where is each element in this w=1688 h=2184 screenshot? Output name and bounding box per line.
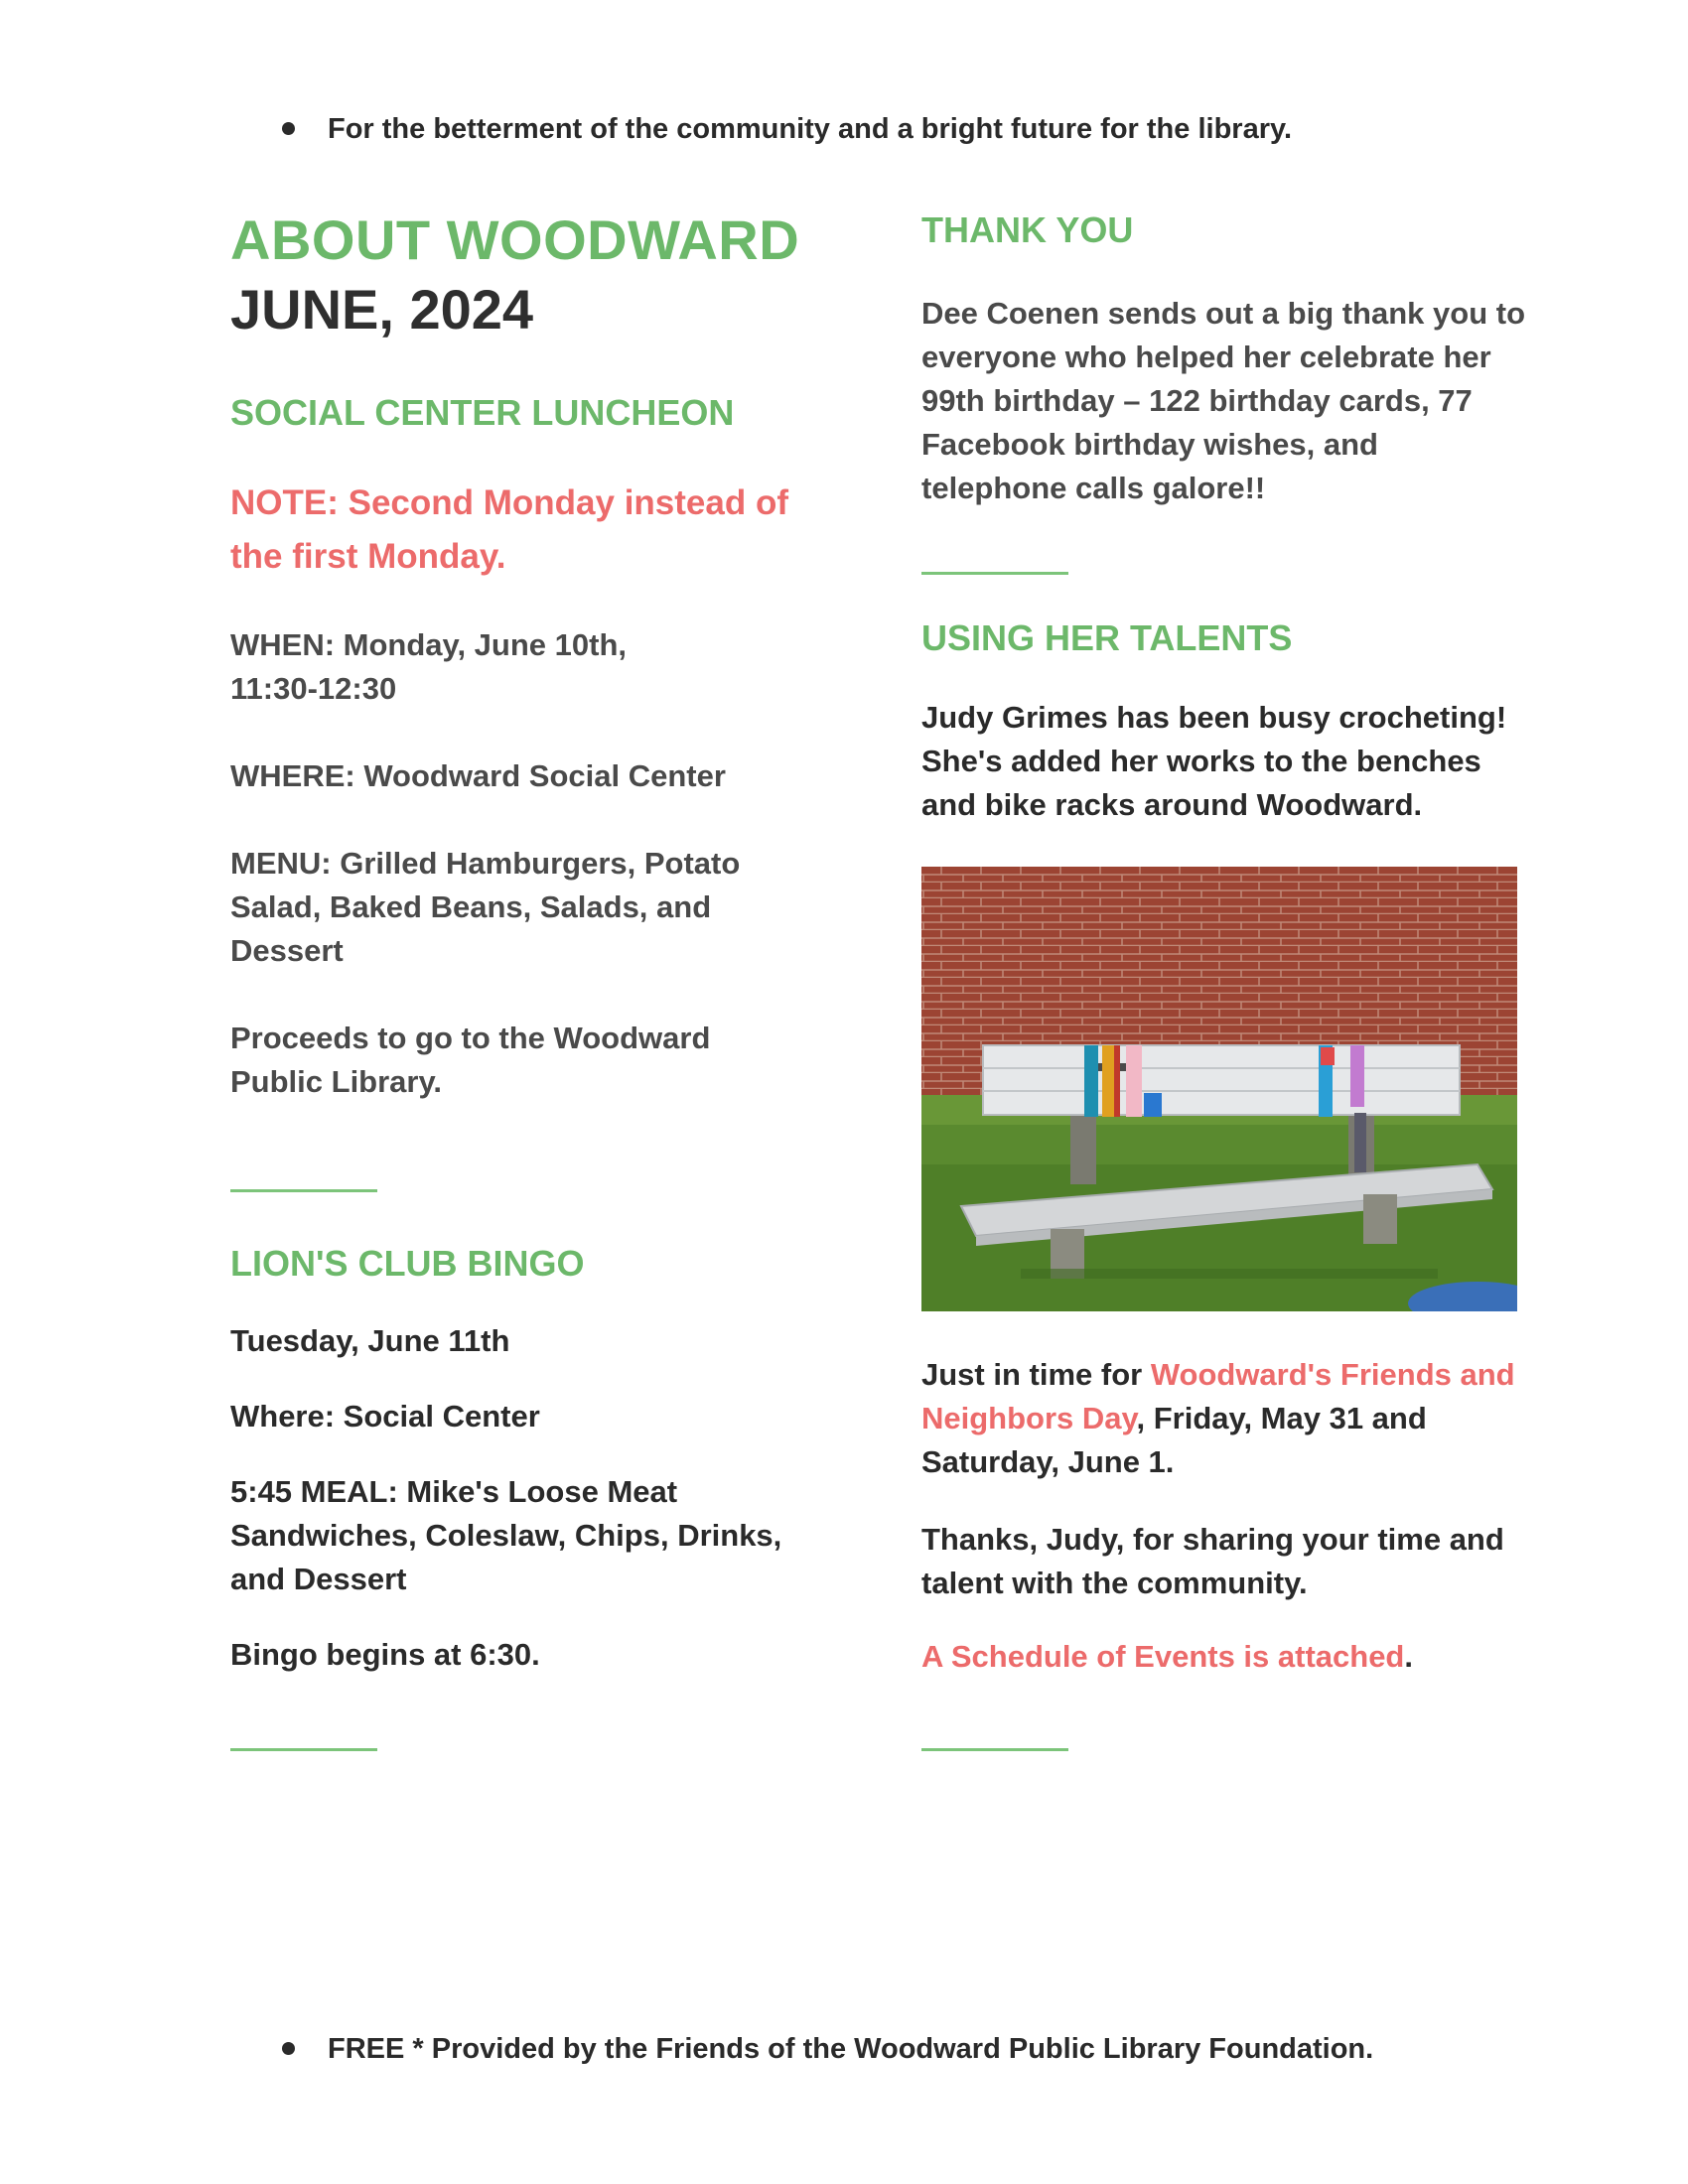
bullet-dot-icon — [282, 2042, 295, 2055]
talents-heading: USING HER TALENTS — [921, 617, 1293, 658]
luncheon-heading: SOCIAL CENTER LUNCHEON — [230, 392, 735, 433]
bottom-bullet-text: FREE * Provided by the Friends of the Woodward Public Library Foundation. — [328, 2033, 1374, 2065]
bingo-date: Tuesday, June 11th — [230, 1323, 510, 1358]
schedule-period: . — [1404, 1639, 1413, 1674]
right-column — [921, 208, 1527, 1751]
section-divider — [921, 572, 1068, 575]
crochet-bench-photo — [921, 867, 1517, 1311]
bingo-meal: 5:45 MEAL: Mike's Loose Meat Sandwiches, Coleslaw, Chips, Drinks, and Dessert — [230, 1474, 782, 1596]
thank-you-heading: THANK YOU — [921, 209, 1134, 250]
schedule-line — [921, 1635, 1527, 1679]
bingo-heading: LION'S CLUB BINGO — [230, 1243, 585, 1284]
friends-neighbors-day-link[interactable]: Woodward's Friends and Neighbors Day — [921, 1357, 1515, 1435]
luncheon-where: WHERE: Woodward Social Center — [230, 758, 726, 793]
section-divider — [230, 1189, 377, 1192]
luncheon-note: NOTE: Second Monday instead of the first Monday. — [230, 483, 788, 576]
thanks-judy: Thanks, Judy, for sharing your time and talent with the community. — [921, 1522, 1504, 1600]
event-info-post: , Friday, May 31 and Saturday, June 1. — [921, 1401, 1427, 1479]
page-date: JUNE, 2024 — [230, 278, 534, 341]
luncheon-when: WHEN: Monday, June 10th, 11:30-12:30 — [230, 627, 628, 706]
thank-you-body: Dee Coenen sends out a big thank you to everyone who helped her celebrate her 99th birthday – 122 birthday cards, 77 Facebook birthday wishes, and telephone calls galore!! — [921, 296, 1526, 505]
bullet-dot-icon — [282, 122, 295, 135]
page-title: ABOUT WOODWARD — [230, 208, 800, 271]
event-info-pre: Just in time for — [921, 1357, 1151, 1392]
event-info — [921, 1353, 1527, 1484]
section-divider — [921, 1748, 1068, 1751]
schedule-of-events-link[interactable]: A Schedule of Events is attached — [921, 1639, 1405, 1674]
bingo-begins: Bingo begins at 6:30. — [230, 1637, 540, 1672]
left-column — [230, 208, 846, 1751]
top-bullet-text: For the betterment of the community and a bright future for the library. — [328, 113, 1293, 145]
talents-body: Judy Grimes has been busy crocheting! She's added her works to the benches and bike racks around Woodward. — [921, 700, 1507, 822]
luncheon-menu: MENU: Grilled Hamburgers, Potato Salad, Baked Beans, Salads, and Dessert — [230, 846, 741, 968]
bingo-where: Where: Social Center — [230, 1399, 540, 1433]
section-divider — [230, 1748, 377, 1751]
bench-illustration — [921, 867, 1517, 1311]
luncheon-proceeds: Proceeds to go to the Woodward Public Library. — [230, 1021, 711, 1099]
